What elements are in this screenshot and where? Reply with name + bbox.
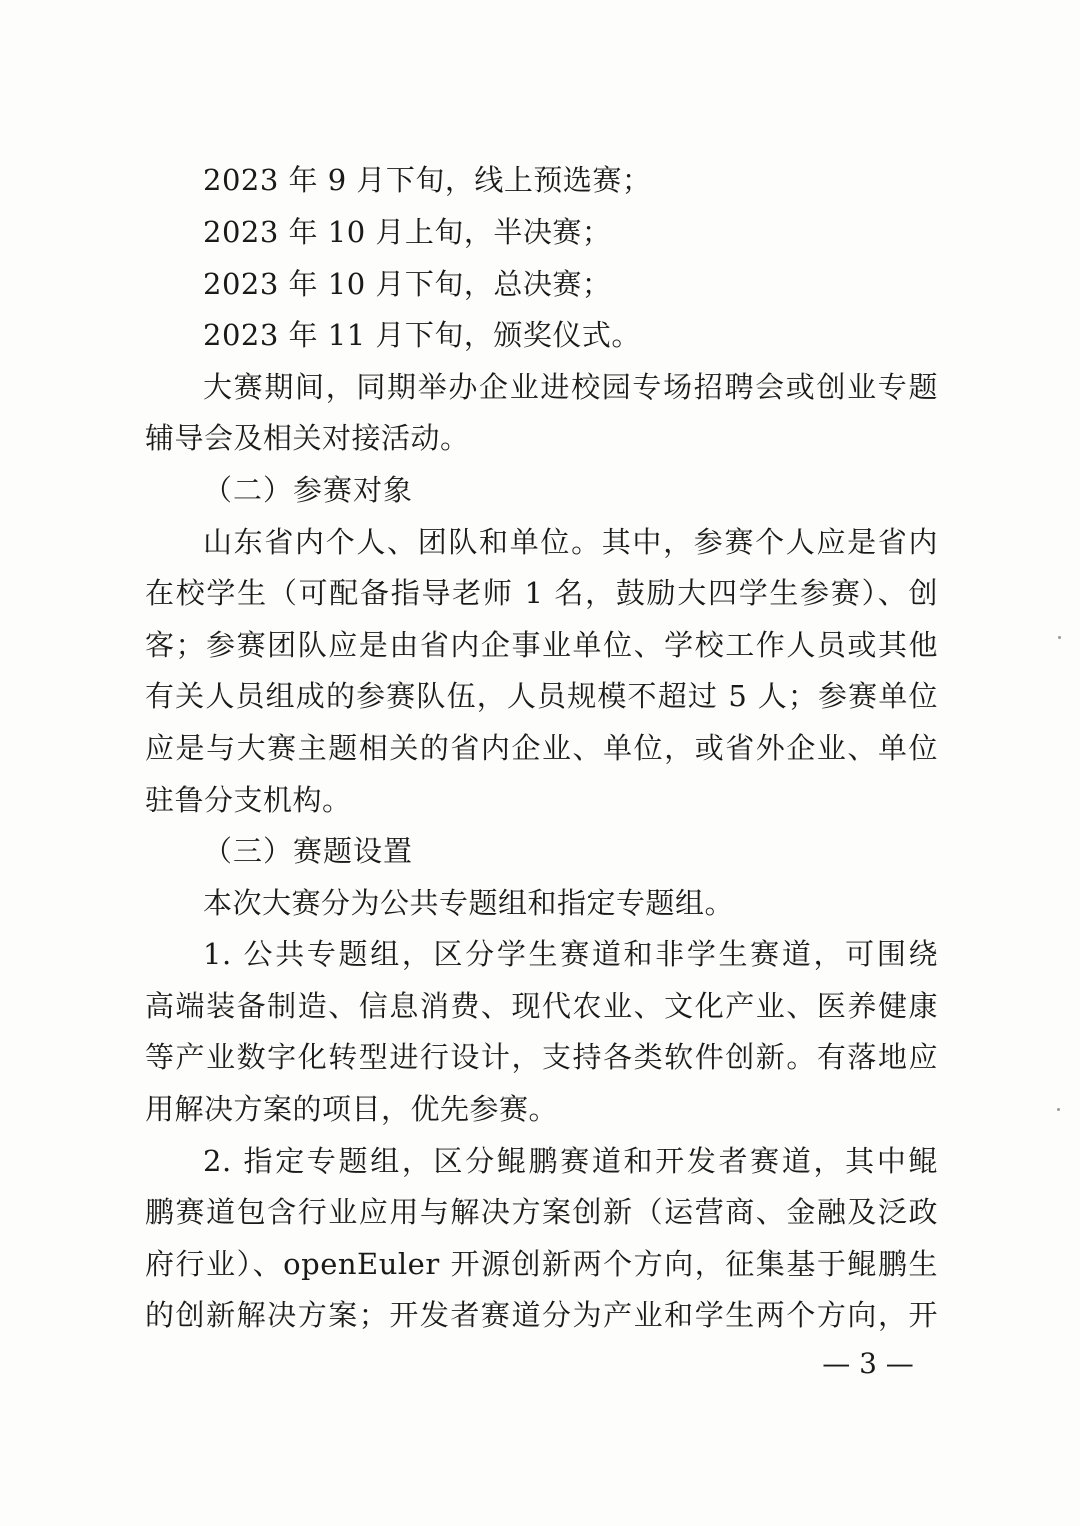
topic-item2-line-1: 2. 指定专题组，区分鲲鹏赛道和开发者赛道，其中鲲 xyxy=(203,1144,938,1178)
topic-item2-line-2: 鹏赛道包含行业应用与解决方案创新（运营商、金融及泛政 xyxy=(145,1195,938,1229)
scan-speck xyxy=(1058,636,1061,639)
section-heading-topics: （三）赛题设置 xyxy=(203,834,414,868)
topic-item1-line-1: 1. 公共专题组，区分学生赛道和非学生赛道，可围绕 xyxy=(203,937,938,971)
topic-item1-line-4: 用解决方案的项目，优先参赛。 xyxy=(145,1092,559,1126)
activities-paragraph-line-1: 大赛期间，同期举办企业进校园专场招聘会或创业专题 xyxy=(203,370,938,404)
participants-line-2: 在校学生（可配备指导老师 1 名，鼓励大四学生参赛）、创 xyxy=(145,576,938,610)
topic-item1-line-3: 等产业数字化转型进行设计，支持各类软件创新。有落地应 xyxy=(145,1040,938,1074)
schedule-line-4: 2023 年 11 月下旬，颁奖仪式。 xyxy=(203,318,641,352)
topics-intro: 本次大赛分为公共专题组和指定专题组。 xyxy=(203,886,735,920)
participants-line-6: 驻鲁分支机构。 xyxy=(145,783,352,817)
schedule-line-2: 2023 年 10 月上旬，半决赛； xyxy=(203,215,612,249)
topic-item2-line-3: 府行业）、openEuler 开源创新两个方向，征集基于鲲鹏生 xyxy=(145,1247,938,1281)
topic-item2-line-4: 的创新解决方案；开发者赛道分为产业和学生两个方向，开 xyxy=(145,1298,938,1332)
participants-line-4: 有关人员组成的参赛队伍，人员规模不超过 5 人；参赛单位 xyxy=(145,679,938,713)
participants-line-1: 山东省内个人、团队和单位。其中，参赛个人应是省内 xyxy=(203,525,938,559)
scan-speck xyxy=(1057,1108,1060,1111)
section-heading-participants: （二）参赛对象 xyxy=(203,473,414,507)
schedule-line-3: 2023 年 10 月下旬，总决赛； xyxy=(203,267,612,301)
page-number: — 3 — xyxy=(822,1347,914,1380)
topic-item1-line-2: 高端装备制造、信息消费、现代农业、文化产业、医养健康 xyxy=(145,989,938,1023)
schedule-line-1: 2023 年 9 月下旬，线上预选赛； xyxy=(203,163,652,197)
activities-paragraph-line-2: 辅导会及相关对接活动。 xyxy=(145,421,470,455)
participants-line-5: 应是与大赛主题相关的省内企业、单位，或省外企业、单位 xyxy=(145,731,938,765)
participants-line-3: 客；参赛团队应是由省内企事业单位、学校工作人员或其他 xyxy=(145,628,938,662)
